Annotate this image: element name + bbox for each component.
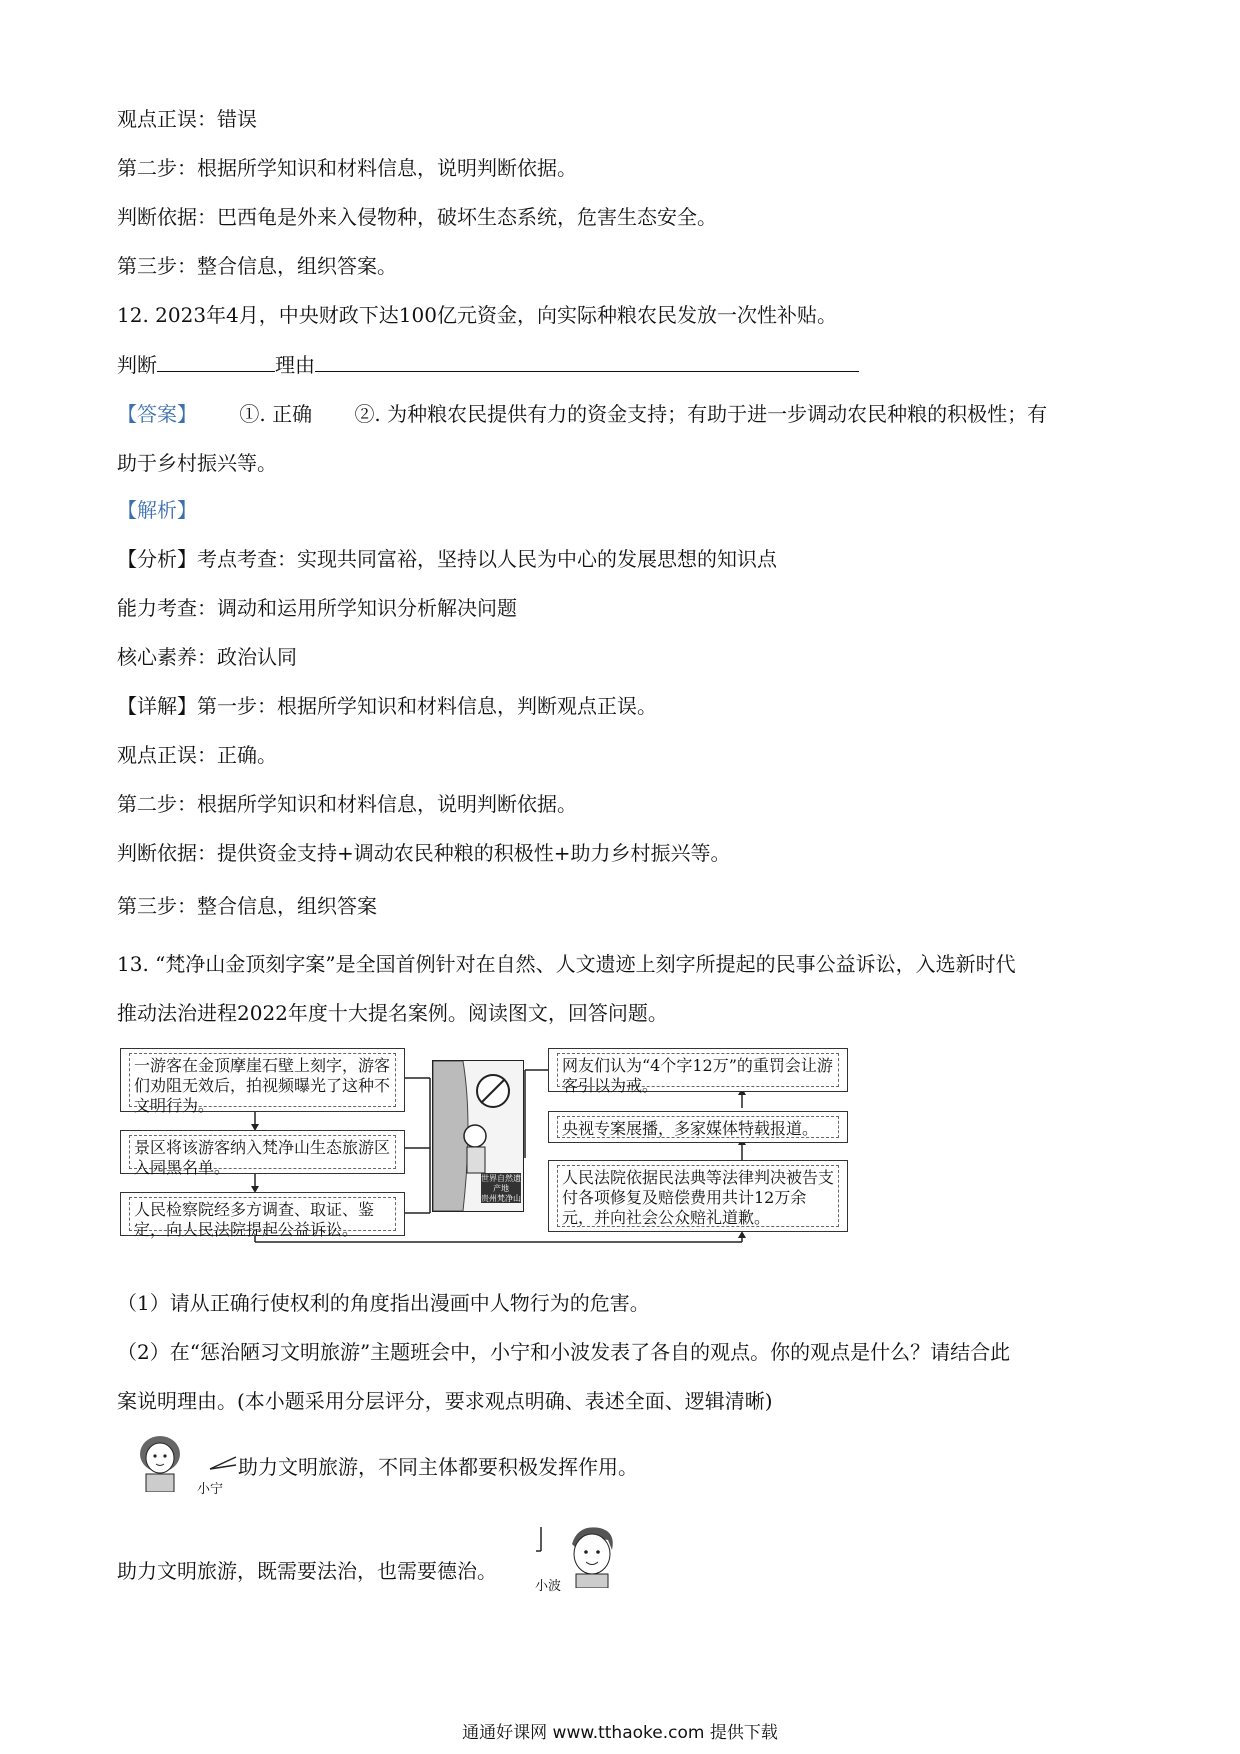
answer-continuation: 助于乡村振兴等。	[117, 451, 277, 475]
judge-label: 判断	[117, 353, 157, 377]
question-13b: 推动法治进程2022年度十大提名案例。阅读图文，回答问题。	[117, 1001, 668, 1025]
sub-question-1: （1）请从正确行使权利的角度指出漫画中人物行为的危害。	[117, 1291, 650, 1315]
answer-line	[117, 401, 1047, 427]
xiaobo-avatar	[560, 1522, 622, 1588]
text-line: 【详解】第一步：根据所学知识和材料信息，判断观点正误。	[117, 694, 657, 718]
text-line: 观点正误：正确。	[117, 743, 277, 767]
text-line: 【分析】考点考查：实现共同富裕，坚持以人民为中心的发展思想的知识点	[117, 547, 777, 571]
flow-box-right-3: 人民法院依据民法典等法律判决被告支付各项修复及赔偿费用共计12万余元，并向社会公众赔礼道歉。	[548, 1160, 848, 1232]
text-line: 判断依据：巴西龟是外来入侵物种，破坏生态系统，危害生态安全。	[117, 205, 717, 229]
question-12: 12. 2023年4月，中央财政下达100亿元资金，向实际种粮农民发放一次性补贴。	[117, 303, 837, 327]
boy-figure-icon	[560, 1522, 622, 1588]
flow-box-left-1: 一游客在金顶摩崖石壁上刻字，游客们劝阻无效后，拍视频曝光了这种不文明行为。	[120, 1048, 405, 1112]
text-line: 能力考查：调动和运用所学知识分析解决问题	[117, 596, 517, 620]
text-line: 第二步：根据所学知识和材料信息，说明判断依据。	[117, 156, 577, 180]
text-line: 第三步：整合信息，组织答案	[117, 894, 377, 918]
girl-figure-icon	[130, 1430, 200, 1492]
text-line: 观点正误：错误	[117, 107, 257, 131]
flow-box-left-2: 景区将该游客纳入梵净山生态旅游区入园黑名单。	[120, 1130, 405, 1174]
sub-question-2b: 案说明理由。(本小题采用分层评分，要求观点明确、表述全面、逻辑清晰)	[117, 1389, 773, 1413]
xiaoning-avatar	[130, 1430, 200, 1492]
text-line: 核心素养：政治认同	[117, 645, 297, 669]
text-line: 判断依据：提供资金支持+调动农民种粮的积极性+助力乡村振兴等。	[117, 841, 731, 865]
case-flow-figure	[120, 1048, 950, 1244]
answer-text1: ①. 正确	[239, 402, 313, 426]
judge-blank	[157, 351, 275, 372]
flow-box-right-2: 央视专案展播，多家媒体特载报道。	[548, 1111, 848, 1143]
answer-text2: ②. 为种粮农民提供有力的资金支持；有助于进一步调动农民种粮的积极性；有	[354, 402, 1048, 426]
reason-label: 理由	[275, 353, 315, 377]
analysis-tag: 【解析】	[117, 498, 197, 522]
xiaobo-name: 小波	[535, 1579, 562, 1594]
page-footer: 通通好课网 www.tthaoke.com 提供下载	[462, 1723, 778, 1743]
flow-box-left-3: 人民检察院经多方调查、取证、鉴定，向人民法院提起公益诉讼。	[120, 1192, 405, 1236]
xiaobo-quote: 助力文明旅游，既需要法治，也需要德治。	[117, 1559, 497, 1583]
comic-sign: 世界自然遗产地 贵州梵净山	[481, 1174, 521, 1203]
speech-mark-icon	[206, 1443, 238, 1473]
text-line: 第三步：整合信息，组织答案。	[117, 254, 397, 278]
question-13a: 13. “梵净山金顶刻字案”是全国首例针对在自然、人文遗迹上刻字所提起的民事公益诉讼，入选新时代	[117, 952, 1016, 976]
sub-question-2a: （2）在“惩治陋习文明旅游”主题班会中，小宁和小波发表了各自的观点。你的观点是什么？请结合此	[117, 1340, 1011, 1364]
reason-blank	[315, 351, 859, 372]
text-line: 第二步：根据所学知识和材料信息，说明判断依据。	[117, 792, 577, 816]
judge-reason-line	[117, 351, 859, 378]
speech-mark-icon	[534, 1525, 548, 1555]
flow-box-right-1: 网友们认为“4个字12万”的重罚会让游客引以为戒。	[548, 1048, 848, 1092]
xiaoning-name: 小宁	[197, 1482, 224, 1497]
xiaoning-quote: 助力文明旅游，不同主体都要积极发挥作用。	[238, 1455, 638, 1479]
comic-illustration	[432, 1060, 524, 1212]
answer-tag: 【答案】	[117, 402, 197, 426]
